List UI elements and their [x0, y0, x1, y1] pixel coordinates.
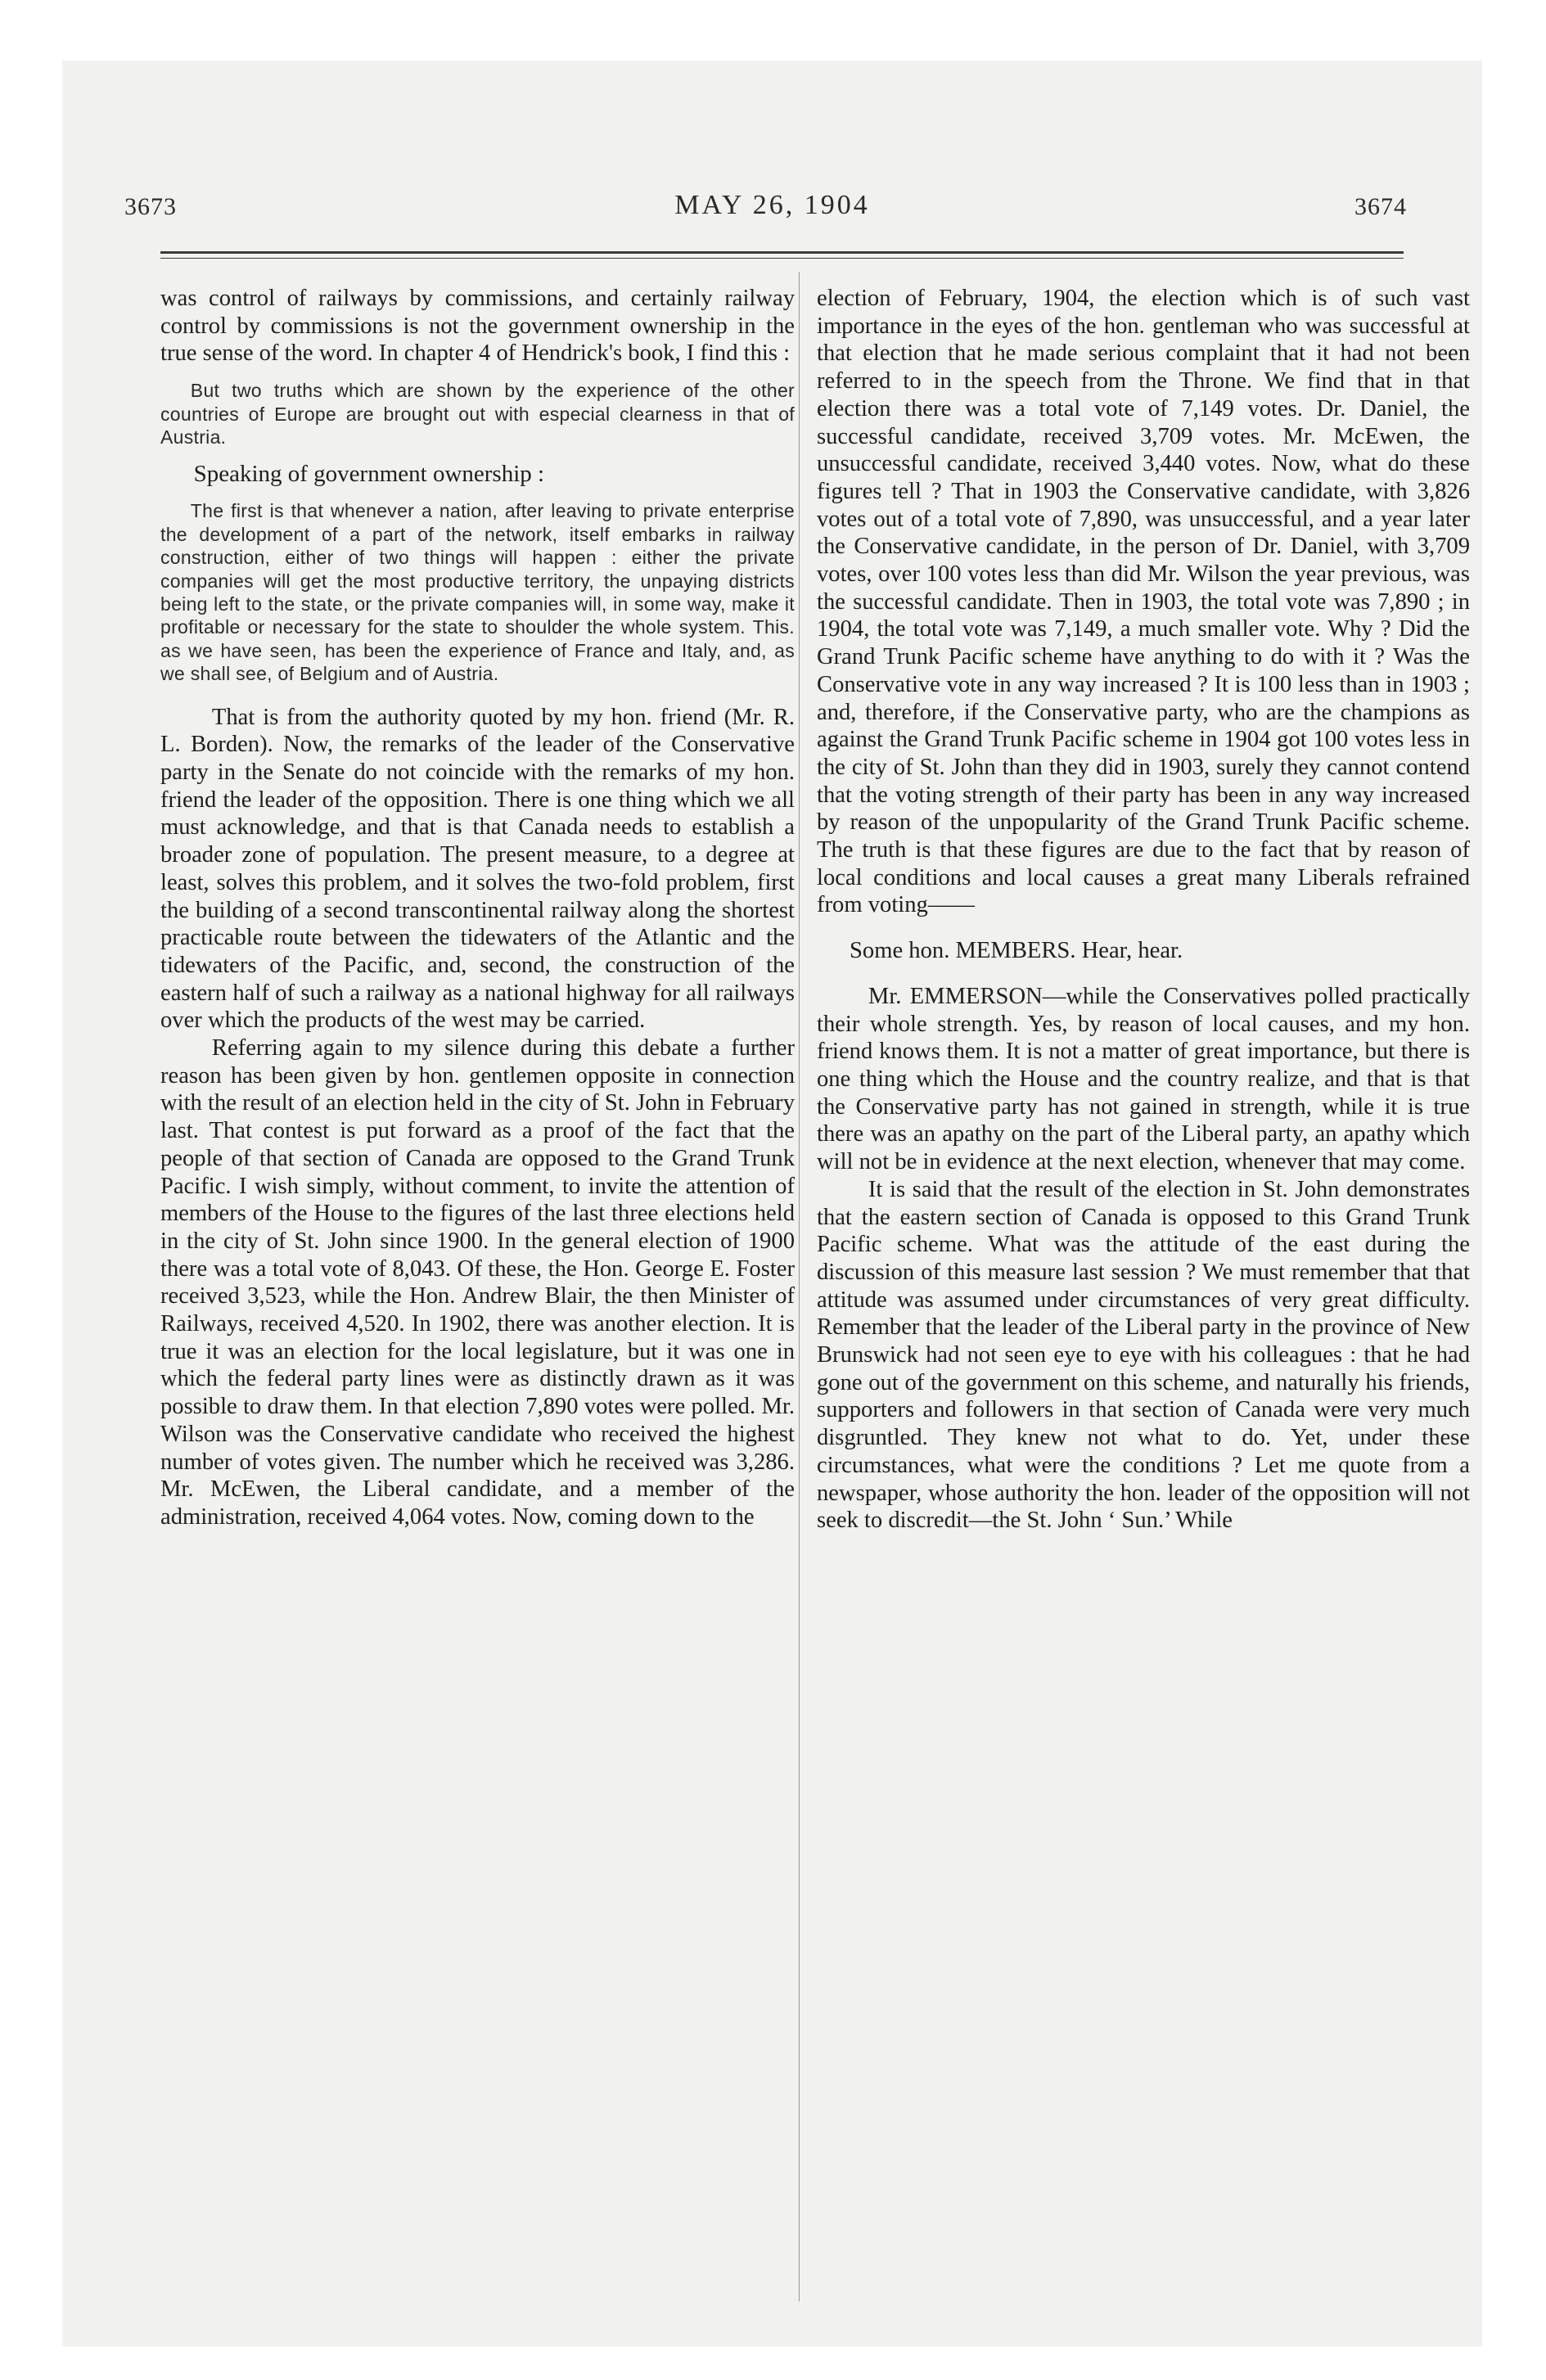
- left-paragraph-3: That is from the authority quoted by my hon. friend (Mr. R. L. Borden). Now, the remarks of the leader of the Conservative party in the Senate do not coincide with the remarks of my hon. friend the leader of the opposition. There is one thing which we all must acknowledge, and that is that Canada needs to establish a broader zone of population. The present measure, to a degree at least, solves this problem, and it solves the two-fold problem, first the building of a second transcontinental railway along the shortest practicable route between the tidewaters of the Atlantic and the tidewaters of the Pacific, and, second, the construction of the eastern half of such a railway as a national highway for all railways over which the products of the west may be carried.: [160, 704, 795, 1034]
- left-column: [160, 285, 795, 1531]
- left-paragraph-4: Referring again to my silence during this debate a further reason has been given by hon. gentlemen opposite in connection with the result of an election held in the city of St. John in February last. That contest is put forward as a proof of the fact that the people of that section of Canada are opposed to the Grand Trunk Pacific. I wish simply, without comment, to invite the attention of members of the House to the figures of the last three elections held in the city of St. John since 1900. In the general election of 1900 there was a total vote of 8,043. Of these, the Hon. George E. Foster received 3,523, while the Hon. Andrew Blair, the then Minister of Railways, received 4,520. In 1902, there was another election. It is true it was an election for the local legislature, but it was one in which the federal party lines were as distinctly drawn as it was possible to draw them. In that election 7,890 votes were polled. Mr. Wilson was the Conservative candidate who received the highest number of votes given. The number which he received was 3,286. Mr. McEwen, the Liberal candidate, and a member of the administration, received 4,064 votes. Now, coming down to the: [160, 1035, 795, 1530]
- page-number-left: 3673: [124, 193, 177, 220]
- right-paragraph-4: It is said that the result of the election in St. John demonstrates that the eastern section of Canada is opposed to this Grand Trunk Pacific scheme. What was the attitude of the east during the discussion of this measure last session ? We must remember that that attitude was assumed under circumstances of very great difficulty. Remember that the leader of the Liberal party in the province of New Brunswick had not seen eye to eye with his colleagues : that he had gone out of the government on this scheme, and naturally his friends, supporters and followers in that section of Canada were very much disgruntled. They knew not what to do. Yet, under these circumstances, what were the conditions ? Let me quote from a newspaper, whose authority the hon. leader of the opposition will not seek to discredit—the St. John ‘ Sun.’ While: [817, 1176, 1470, 1534]
- right-column: [817, 285, 1470, 1535]
- header-rule-thin: [160, 258, 1404, 259]
- right-paragraph-2: Some hon. MEMBERS. Hear, hear.: [850, 938, 1183, 964]
- left-paragraph-1: was control of railways by commissions, and certainly railway control by commissions is not the government ownership in the true sense of the word. In chapter 4 of Hendrick's book, I find this :: [160, 286, 795, 367]
- left-quote-1: But two truths which are shown by the experience of the other countries of Europe are brought out with especial clearness in that of Austria.: [160, 380, 795, 448]
- page-number-right: 3674: [1354, 193, 1407, 220]
- page-header: [62, 61, 1482, 322]
- scanned-page: [62, 61, 1482, 2346]
- left-quote-2: The first is that whenever a nation, after leaving to private enterprise the development of a part of the network, itself embarks in railway construction, either of two things will happen : either the private companies will get the most productive territory, the unpaying districts being left to the state, or the private companies will, in some way, make it profitable or necessary for the state to shoulder the whole system. This. as we have seen, has been the experience of France and Italy, and, as we shall see, of Belgium and of Austria.: [160, 500, 795, 685]
- header-rule-thick: [160, 251, 1404, 254]
- right-paragraph-1: election of February, 1904, the election which is of such vast importance in the eyes of the hon. gentleman who was successful at that election that he made serious complaint that it had not been referred to in the speech from the Throne. We find that in that election there was a total vote of 7,149 votes. Dr. Daniel, the successful candidate, received 3,709 votes. Mr. McEwen, the unsuccessful candidate, received 3,440 votes. Now, what do these figures tell ? That in 1903 the Conservative candidate, with 3,826 votes out of a total vote of 7,890, was unsuccessful, and a year later the Conservative candidate, in the person of Dr. Daniel, with 3,709 votes, over 100 votes less than did Mr. Wilson the year previous, was the successful candidate. Then in 1903, the total vote was 7,890 ; in 1904, the total vote was 7,149, a much smaller vote. Why ? Did the Grand Trunk Pacific scheme have anything to do with it ? Was the Conservative vote in any way increased ? It is 100 less than in 1903 ; and, therefore, if the Conservative party, who are the champions as against the Grand Trunk Pacific scheme in 1904 got 100 votes less in the city of St. John than they did in 1903, surely they cannot contend that the voting strength of their party has been in any way increased by reason of the unpopularity of the Grand Trunk Pacific scheme. The truth is that these figures are due to the fact that by reason of local conditions and local causes a great many Liberals refrained from voting——: [817, 286, 1470, 918]
- left-paragraph-2: Speaking of government ownership :: [193, 461, 545, 488]
- right-paragraph-3: Mr. EMMERSON—while the Conservatives polled practically their whole strength. Yes, by reason of local causes, and my hon. friend knows them. It is not a matter of great importance, but there is one thing which the House and the country realize, and that is that the Conservative party has not gained in strength, while it is true there was an apathy on the part of the Liberal party, an apathy which will not be in evidence at the next election, whenever that may come.: [817, 983, 1470, 1175]
- page-date: MAY 26, 1904: [674, 190, 870, 220]
- column-divider: [799, 272, 800, 2301]
